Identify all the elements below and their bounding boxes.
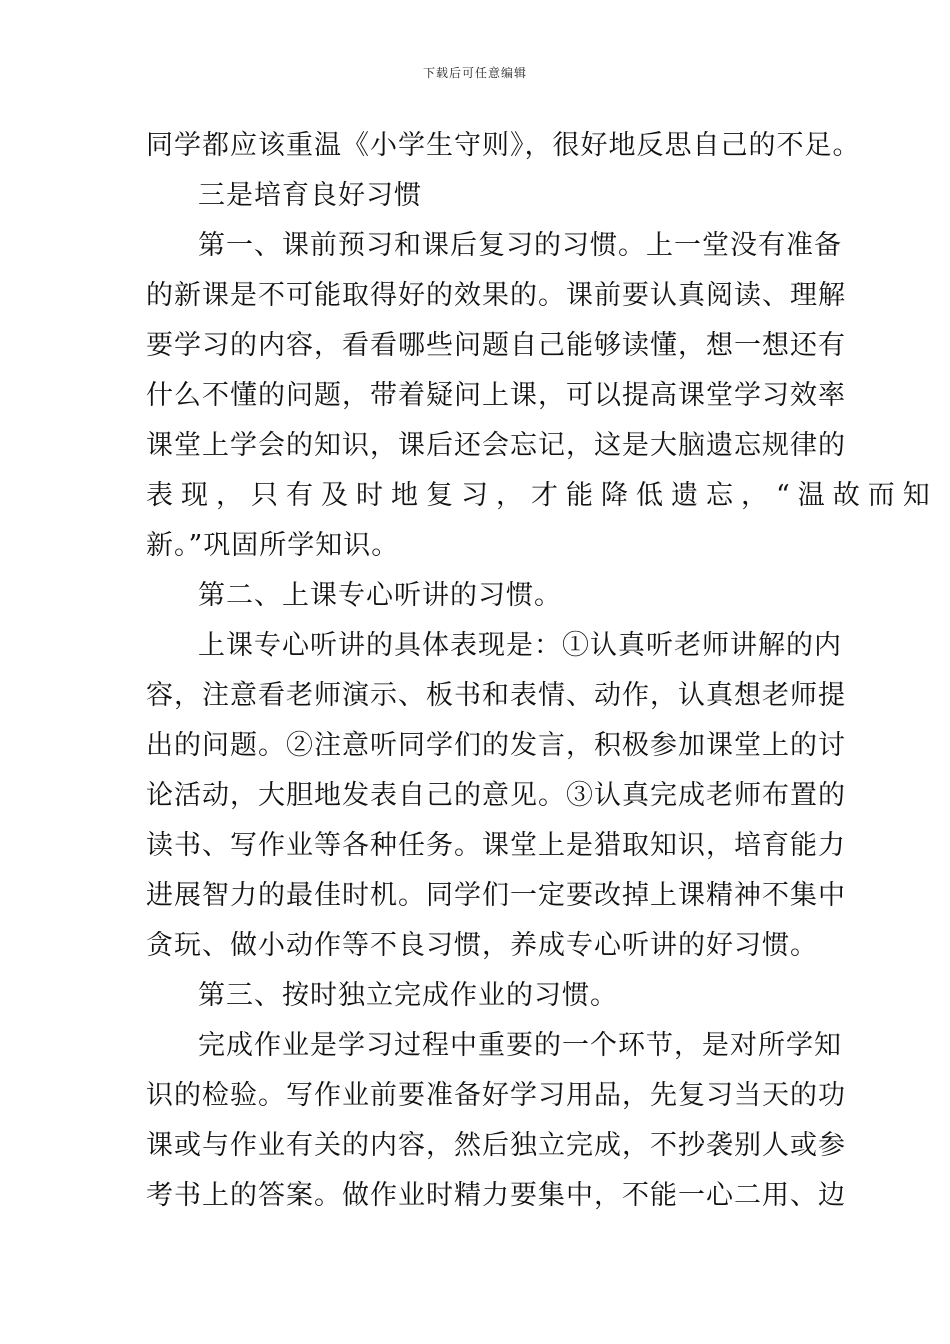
section-heading: 三是培育良好习惯	[198, 180, 422, 211]
body-line: 课堂上学会的知识，课后还会忘记，这是大脑遗忘规律的	[146, 430, 846, 461]
page-header: 下载后可任意编辑	[422, 66, 527, 80]
body-line: 读书、写作业等各种任务。课堂上是猎取知识，培育能力	[146, 830, 846, 861]
body-line: 容，注意看老师演示、板书和表情、动作，认真想老师提	[146, 680, 846, 711]
body-line: 考书上的答案。做作业时精力要集中，不能一心二用、边	[146, 1180, 846, 1211]
body-line: 课或与作业有关的内容，然后独立完成，不抄袭别人或参	[146, 1130, 846, 1161]
body-line: 什么不懂的问题，带着疑问上课，可以提高课堂学习效率	[146, 380, 846, 411]
body-line: 表现，只有及时地复习，才能降低遗忘，“温故而知	[146, 480, 938, 511]
body-line: 第一、课前预习和课后复习的习惯。上一堂没有准备	[198, 230, 842, 261]
body-line: 要学习的内容，看看哪些问题自己能够读懂，想一想还有	[146, 330, 846, 361]
body-line: 的新课是不可能取得好的效果的。课前要认真阅读、理解	[146, 280, 846, 311]
body-line: 识的检验。写作业前要准备好学习用品，先复习当天的功	[146, 1080, 846, 1111]
section-heading: 第三、按时独立完成作业的习惯。	[198, 980, 618, 1011]
body-line: 论活动，大胆地发表自己的意见。③认真完成老师布置的	[146, 780, 846, 811]
body-line: 同学都应该重温《小学生守则》，很好地反思自己的不足。	[146, 130, 861, 161]
body-line: 上课专心听讲的具体表现是：①认真听老师讲解的内	[198, 630, 842, 661]
body-line: 出的问题。②注意听同学们的发言，积极参加课堂上的讨	[146, 730, 846, 761]
section-heading: 第二、上课专心听讲的习惯。	[198, 580, 562, 611]
body-line: 贪玩、做小动作等不良习惯，养成专心听讲的好习惯。	[146, 930, 818, 961]
body-line: 进展智力的最佳时机。同学们一定要改掉上课精神不集中	[146, 880, 846, 911]
body-line: 完成作业是学习过程中重要的一个环节，是对所学知	[198, 1030, 842, 1061]
body-line: 新。”巩固所学知识。	[146, 530, 400, 561]
